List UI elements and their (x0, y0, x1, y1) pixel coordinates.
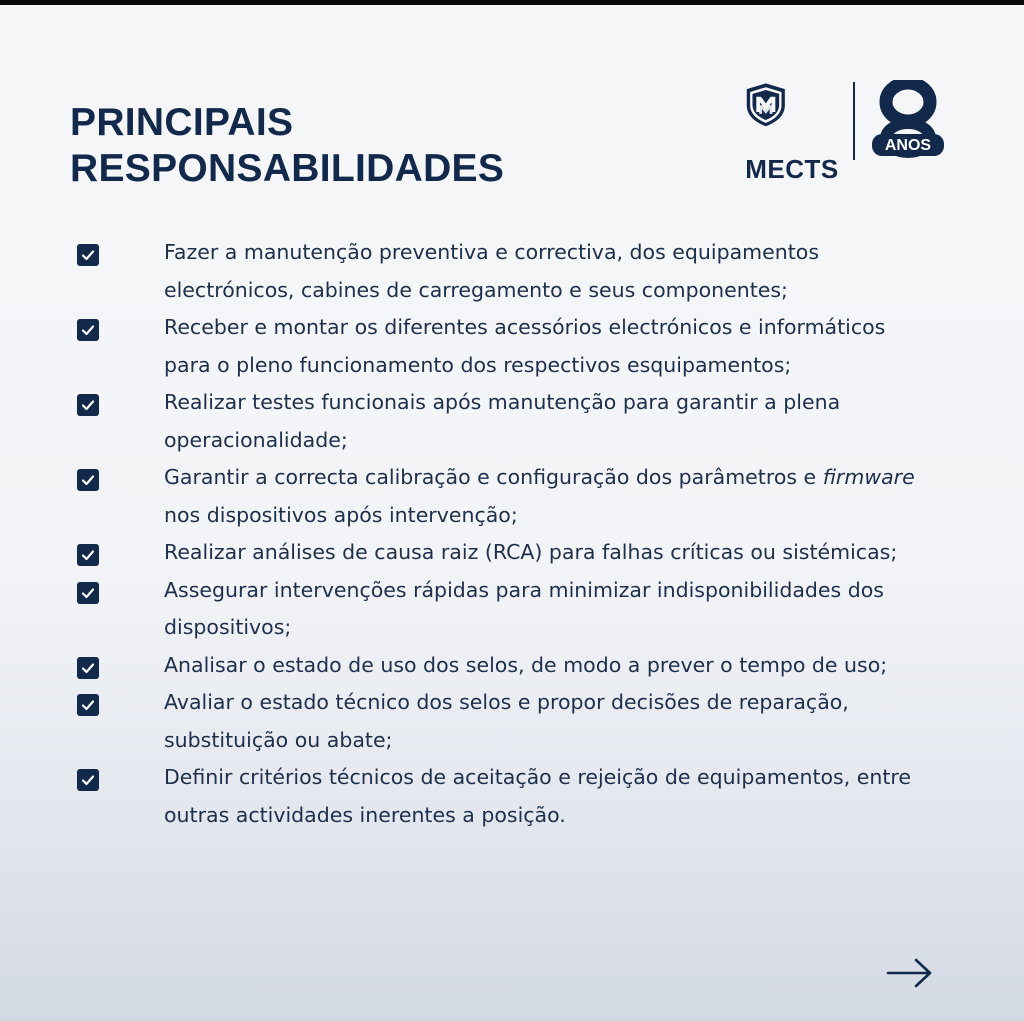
list-item (0, 684, 1024, 759)
list-item-text: Avaliar o estado técnico dos selos e propor decisões de reparação, substituição ou abate; (164, 690, 849, 752)
checkbox-checked-icon (77, 469, 99, 491)
list-item-text: Fazer a manutenção preventiva e correctiva, dos equipamentos electrónicos, cabines de carregamento e seus componentes; (164, 240, 820, 302)
list-item-text: Realizar análises de causa raiz (RCA) para falhas críticas ou sistémicas; (164, 540, 898, 564)
list-item (0, 572, 1024, 647)
years-label: ANOS (884, 137, 932, 154)
list-item-text: Analisar o estado de uso dos selos, de modo a prever o tempo de uso; (164, 652, 888, 677)
checkbox-checked-icon (77, 694, 99, 716)
checkbox-checked-icon (77, 544, 99, 566)
shield-logo-icon (742, 66, 842, 156)
text-after: nos dispositivos após intervenção; (164, 502, 518, 527)
logo-divider (853, 82, 855, 160)
arrow-right-icon[interactable] (884, 955, 936, 991)
text-before: Garantir a correcta calibração e configuração dos parâmetros e (164, 465, 823, 489)
title-line-1: PRINCIPAIS (70, 101, 294, 144)
checkbox-checked-icon (77, 394, 99, 416)
checkbox-checked-icon (77, 657, 99, 679)
list-item-text: Definir critérios técnicos de aceitação e rejeição de equipamentos, entre outras actividades inerentes a posição. (164, 765, 911, 827)
list-item (0, 759, 1024, 834)
checkbox-checked-icon (77, 582, 99, 604)
list-item-text: Realizar testes funcionais após manutenção para garantir a plena operacionalidade; (164, 390, 841, 452)
list-item (0, 459, 1024, 534)
checkbox-checked-icon (77, 769, 99, 791)
top-bar (0, 0, 1024, 5)
list-item (0, 234, 1024, 309)
list-item (0, 309, 1024, 384)
list-item-text: Receber e montar os diferentes acessórios electrónicos e informáticos para o pleno funcionamento dos respectivos esquipamentos; (164, 315, 886, 377)
brand-name: MECTS (745, 154, 839, 184)
list-item (0, 534, 1024, 572)
list-item-text (164, 459, 934, 534)
checkbox-checked-icon (77, 319, 99, 341)
list-item (0, 647, 1024, 685)
responsibilities-list (0, 234, 1024, 834)
list-item-text: Assegurar intervenções rápidas para minimizar indisponibilidades dos dispositivos; (164, 577, 884, 639)
list-item (0, 384, 1024, 459)
text-italic: firmware (822, 465, 915, 489)
title-line-2: RESPONSABILIDADES (70, 147, 505, 190)
page-title (70, 100, 504, 192)
checkbox-checked-icon (77, 244, 99, 266)
